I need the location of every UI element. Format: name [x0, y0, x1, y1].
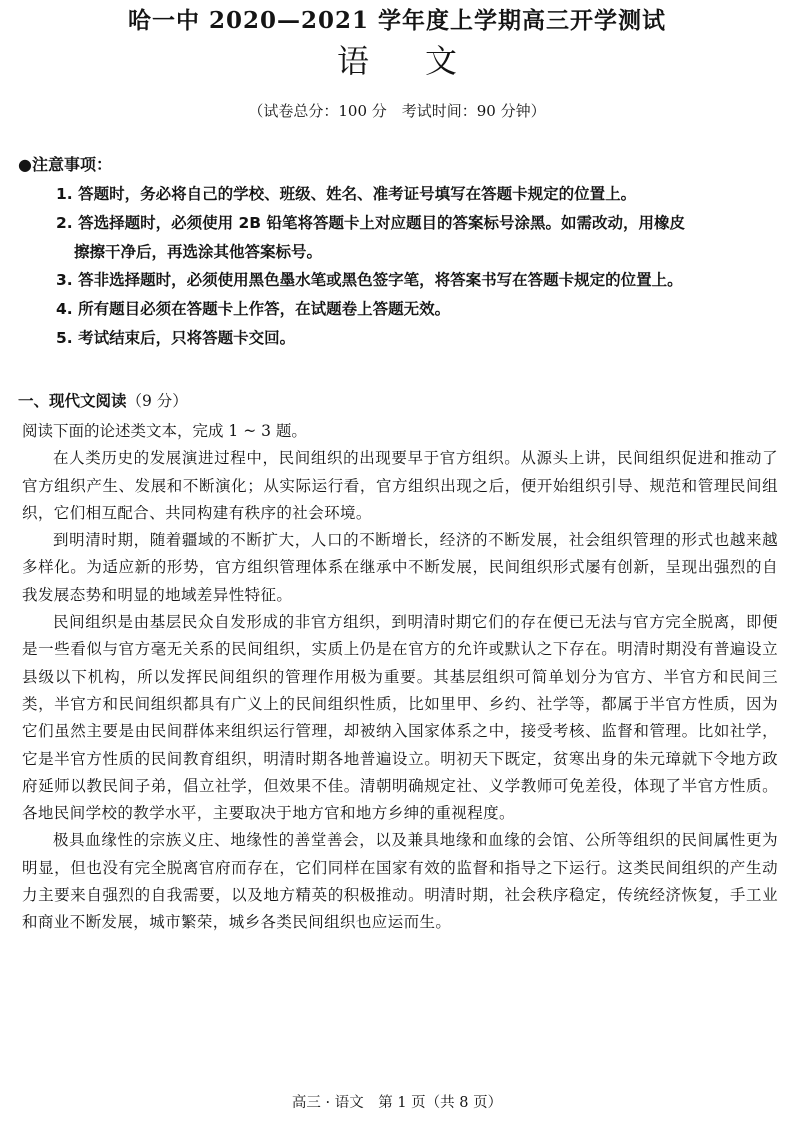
page-footer: 高三 · 语文 第 1 页（共 8 页）: [291, 1095, 503, 1111]
section-title: 一、现代文阅读: [18, 392, 127, 410]
notice-item: 1. 答题时，务必将自己的学校、班级、姓名、准考证号填写在答题卡规定的位置上。: [56, 185, 637, 203]
notice-heading: ●注意事项：: [18, 155, 112, 174]
exam-meta: （试卷总分：100 分 考试时间：90 分钟）: [248, 102, 546, 120]
reading-passage: [22, 418, 778, 937]
exam-title: 哈一中 2020—2021 学年度上学期高三开学测试: [127, 7, 667, 34]
passage-paragraph: 在人类历史的发展演进过程中，民间组织的出现要早于官方组织。从源头上讲，民间组织促进和推动了官方组织产生、发展和不断演化；从实际运行看，官方组织出现之后，便开始组织引导、规范和管理民间组织，它们相互配合、共同构建有秩序的社会环境。: [22, 449, 778, 522]
section-score: （9 分）: [126, 392, 188, 410]
subject-title: 语文: [336, 42, 513, 80]
notice-item: 4. 所有题目必须在答题卡上作答，在试题卷上答题无效。: [56, 300, 451, 319]
notice-list: [56, 180, 778, 353]
passage-paragraph: 民间组织是由基层民众自发形成的非官方组织，到明清时期它们的存在便已无法与官方完全脱离，即便是一些看似与官方毫无关系的民间组织，实质上仍是在官方的允许或默认之下存在。明清时期没有普遍设立县级以下机构，所以发挥民间组织的管理作用极为重要。其基层组织可简单划分为官方、半官方和民间三类，半官方和民间组织都具有广义上的民间组织性质，比如里甲、乡约、社学等，都属于半官方性质，因为它们虽然主要是由民间群体来组织运行管理，却被纳入国家体系之中，接受考核、监督和管理。比如社学，它是半官方性质的民间教育组织，明清时期各地普遍设立。明初天下既定，贫寒出身的朱元璋就下令地方政府延师以教民间子弟，倡立社学，但效果不佳。清朝明确规定社、义学教师可免差役，体现了半官方性质。各地民间学校的教学水平，主要取决于地方官和地方乡绅的重视程度。: [22, 613, 778, 823]
section-heading: [18, 388, 188, 414]
notice-item-continuation: 擦擦干净后，再选涂其他答案标号。: [74, 242, 323, 261]
notice-item: 3. 答非选择题时，必须使用黑色墨水笔或黑色签字笔，将答案书写在答题卡规定的位置上。: [56, 271, 683, 290]
passage-paragraph: 到明清时期，随着疆域的不断扩大，人口的不断增长，经济的不断发展，社会组织管理的形式也越来越多样化。为适应新的形势，官方组织管理体系在继承中不断发展，民间组织形式屡有创新，呈现出强烈的自我发展态势和明显的地域差异性特征。: [22, 531, 778, 604]
reading-instruction: 阅读下面的论述类文本，完成 1 ~ 3 题。: [22, 422, 307, 440]
notice-item: 5. 考试结束后，只将答题卡交回。: [56, 328, 296, 347]
passage-paragraph: 极具血缘性的宗族义庄、地缘性的善堂善会，以及兼具地缘和血缘的会馆、公所等组织的民间属性更为明显，但也没有完全脱离官府而存在，它们同样在国家有效的监督和指导之下运行。这类民间组织的产生动力主要来自强烈的自我需要，以及地方精英的积极推动。明清时期，社会秩序稳定，传统经济恢复，手工业和商业不断发展，城市繁荣，城乡各类民间组织也应运而生。: [22, 831, 778, 932]
notice-item: 2. 答选择题时，必须使用 2B 铅笔将答题卡上对应题目的答案标号涂黑。如需改动，用橡皮: [56, 213, 685, 232]
